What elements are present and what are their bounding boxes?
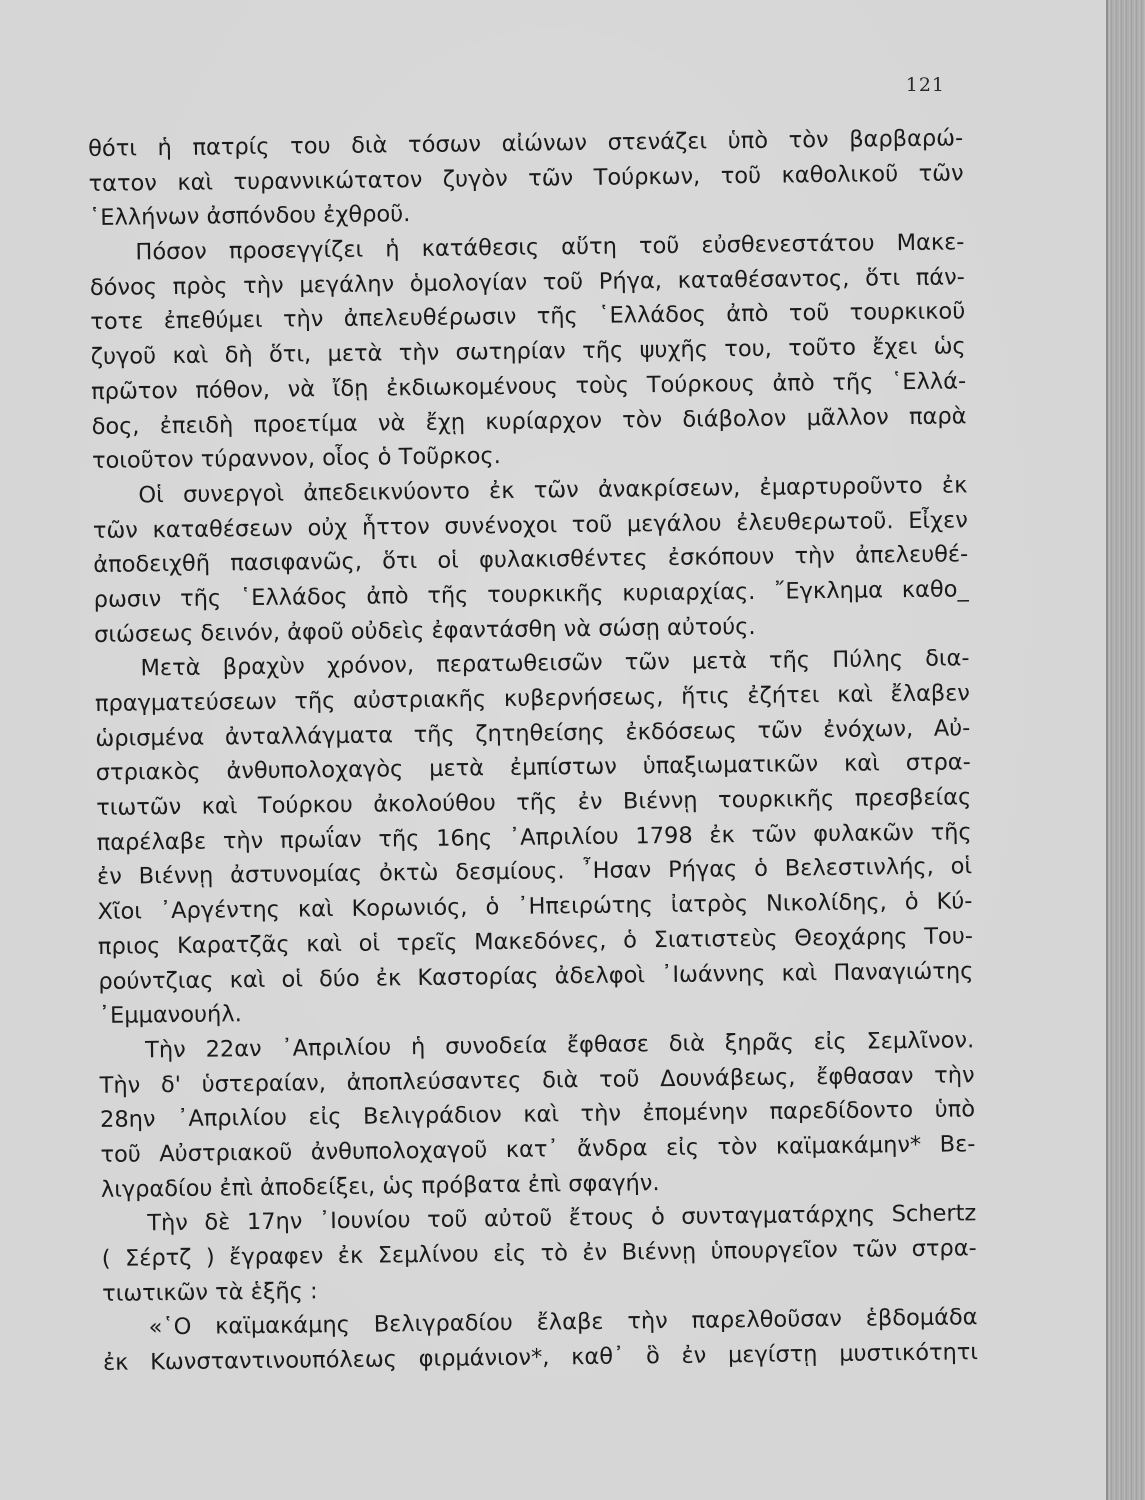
text-line: ἐκ Κωνσταντινουπόλεως φιρμάνιον*, καθ᾿ ὃ ἐν μεγίστῃ μυστικότητι: [102, 1339, 979, 1376]
text-line: τοτε ἐπεθύμει τὴν ἀπελευθέρωσιν τῆς ῾Ελλάδος ἀπὸ τοῦ τουρκικοῦ: [90, 298, 966, 336]
text-line: ἀποδειχθῆ πασιφανῶς, ὅτι οἱ φυλακισθέντες ἐσκόπουν τὴν ἀπελευθέ-: [93, 541, 969, 579]
text-line: Μετὰ βραχὺν χρόνον, περατωθεισῶν τῶν μετὰ τῆς Πύλης δια-: [140, 645, 970, 682]
text-line: τοιοῦτον τύραννον, οἷος ὁ Τοῦρκος.: [91, 443, 501, 475]
text-line: ρωσιν τῆς ῾Ελλάδος ἀπὸ τῆς τουρκικῆς κυριαρχίας. ῎Εγκλημα καθο_: [93, 576, 969, 613]
text-line: πραγματεύσεων τῆς αὐστριακῆς κυβερνήσεως, ἥτις ἐζήτει καὶ ἔλαβεν: [94, 680, 971, 717]
text-line: λιγραδίου ἐπὶ ἀποδείξει, ὡς πρόβατα ἐπὶ σφαγήν.: [100, 1169, 660, 1203]
text-line: «῾Ο καϊμακάμης Βελιγραδίου ἔλαβε τὴν παρελθοῦσαν ἑβδομάδα: [148, 1304, 978, 1341]
text-line: Τὴν δὲ 17ην ᾿Ιουνίου τοῦ αὐτοῦ ἔτους ὁ συνταγματάρχης Schertz: [147, 1200, 977, 1237]
text-line: πρῶτον πόθον, νὰ ἴδῃ ἐκδιωκομένους τοὺς Τούρκους ἀπὸ τῆς ῾Ελλά-: [91, 368, 967, 405]
text-line: δος, ἐπειδὴ προετίμα νὰ ἔχῃ κυρίαρχον τὸν διάβολον μᾶλλον παρὰ: [91, 402, 967, 440]
text-line: ρούντζιας καὶ οἱ δύο ἐκ Καστορίας ἀδελφοὶ ᾿Ιωάννης καὶ Παναγιώτης: [98, 957, 974, 995]
text-line: ζυγοῦ καὶ δὴ ὅτι, μετὰ τὴν σωτηρίαν τῆς ψυχῆς του, τοῦτο ἔχει ὡς: [90, 333, 966, 371]
text-line: στριακὸς ἀνθυπολοχαγὸς μετὰ ἐμπίστων ὑπαξιωματικῶν καὶ στρα-: [95, 749, 971, 787]
text-line: τιωτικῶν τὰ ἑξῆς :: [102, 1277, 318, 1307]
text-line: ( Σέρτζ ) ἔγραφεν ἐκ Σεμλίνου εἰς τὸ ἐν Βιέννῃ ὑπουργεῖον τῶν στρα-: [101, 1235, 977, 1272]
text-line: ᾿Εμμανουήλ.: [98, 1001, 242, 1030]
body-text: [88, 121, 978, 1380]
page-edges: [1106, 0, 1145, 1500]
text-line: ἐν Βιέννῃ ἀστυνομίας ὀκτὼ δεσμίους. ῏Ησαν Ρήγας ὁ Βελεστινλής, οἱ: [96, 853, 973, 891]
text-line: πριος Καρατζᾶς καὶ οἱ τρεῖς Μακεδόνες, ὁ Σιατιστεὺς Θεοχάρης Του-: [97, 923, 974, 960]
text-line: τοῦ Αὐστριακοῦ ἀνθυπολοχαγοῦ κατ᾿ ἄνδρα εἰς τὸν καϊμακάμην* Βε-: [100, 1131, 976, 1168]
text-line: ῾Ελλήνων ἀσπόνδου ἐχθροῦ.: [88, 201, 411, 232]
text-line: τιωτῶν καὶ Τούρκου ἀκολούθου τῆς ἐν Βιέννῃ τουρκικῆς πρεσβείας: [96, 784, 972, 822]
text-line: Τὴν δ' ὑστεραίαν, ἀποπλεύσαντες διὰ τοῦ Δουνάβεως, ἔφθασαν τὴν: [99, 1061, 975, 1099]
text-line: δόνος πρὸς τὴν μεγάλην ὁμολογίαν τοῦ Ρήγα, καταθέσαντος, ὅτι πάν-: [89, 264, 965, 301]
text-line: Χῖοι ᾿Αργέντης καὶ Κορωνιός, ὁ ᾿Ηπειρώτης ἰατρὸς Νικολίδης, ὁ Κύ-: [97, 888, 973, 926]
text-line: τῶν καταθέσεων οὐχ ἧττον συνένοχοι τοῦ μεγάλου ἐλευθερωτοῦ. Εἶχεν: [92, 506, 968, 544]
text-line: Πόσον προσεγγίζει ἡ κατάθεσις αὕτη τοῦ εὐσθενεστάτου Μακε-: [135, 229, 965, 266]
text-line: τατον καὶ τυραννικώτατον ζυγὸν τῶν Τούρκων, τοῦ καθολικοῦ τῶν: [88, 159, 964, 197]
page-number: 121: [905, 74, 945, 96]
text-line: σιώσεως δεινόν, ἀφοῦ οὐδεὶς ἐφαντάσθη νὰ σώσῃ αὐτούς.: [93, 613, 756, 648]
text-line: ὡρισμένα ἀνταλλάγματα τῆς ζητηθείσης ἐκδόσεως τῶν ἐνόχων, Αὐ-: [95, 714, 971, 752]
text-line: 28ην ᾿Απριλίου εἰς Βελιγράδιον καὶ τὴν ἐπομένην παρεδίδοντο ὑπὸ: [99, 1096, 976, 1134]
text-line: Οἱ συνεργοὶ ἀπεδεικνύοντο ἐκ τῶν ἀνακρίσεων, ἐμαρτυροῦντο ἐκ: [138, 472, 968, 509]
text-line: παρέλαβε τὴν πρωΐαν τῆς 16ης ᾿Απριλίου 1798 ἐκ τῶν φυλακῶν τῆς: [96, 819, 972, 856]
text-line: θότι ἡ πατρίς του διὰ τόσων αἰώνων στενάζει ὑπὸ τὸν βαρβαρώ-: [88, 125, 964, 162]
text-line: Τὴν 22αν ᾿Απριλίου ἡ συνοδεία ἔφθασε διὰ ξηρᾶς εἰς Σεμλῖνον.: [145, 1027, 975, 1064]
